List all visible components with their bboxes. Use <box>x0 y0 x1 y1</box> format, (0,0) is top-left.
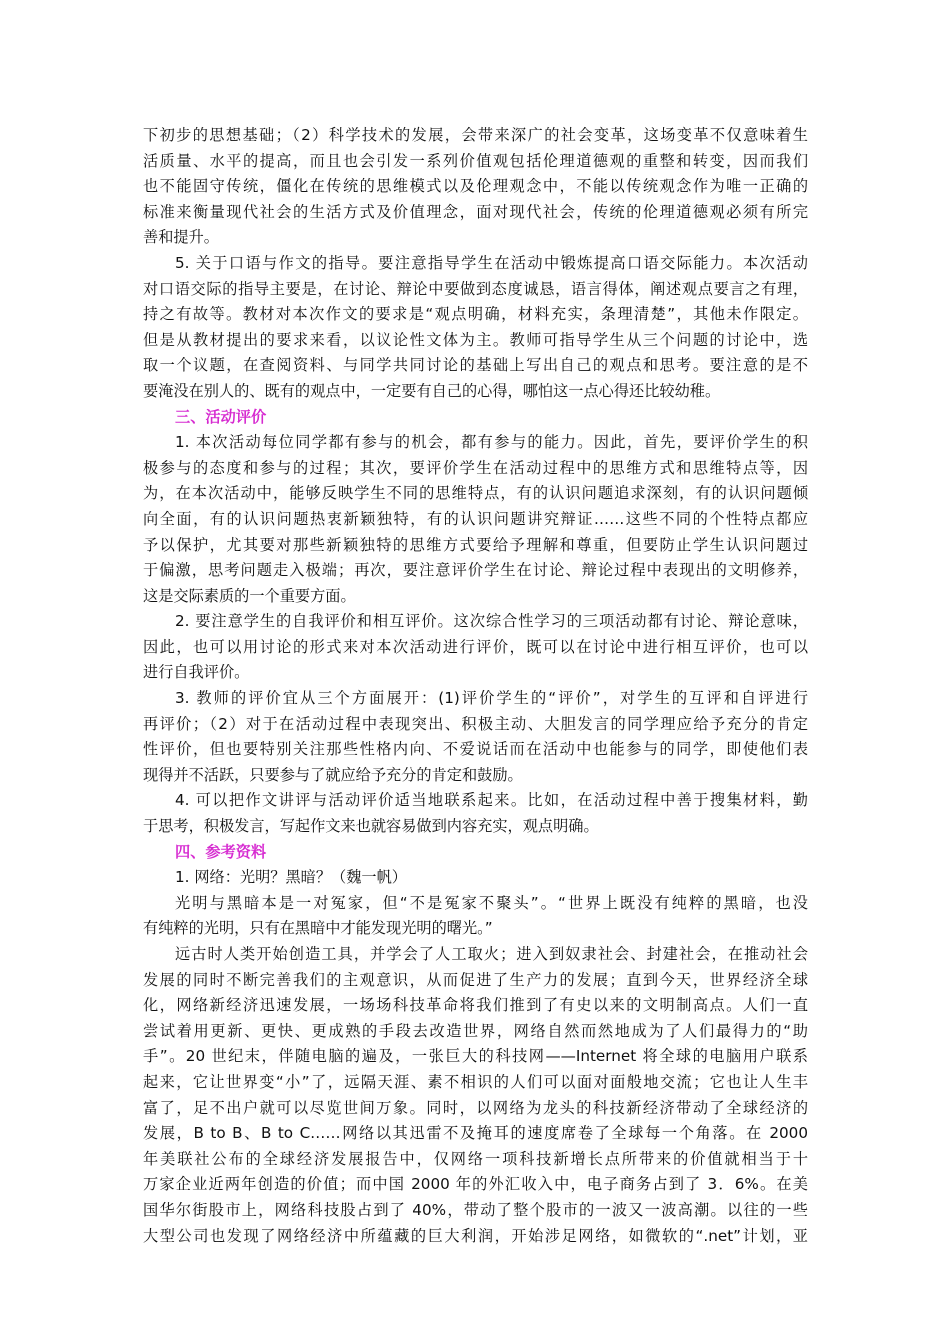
text-line: 对口语交际的指导主要是，在讨论、辩论中要做到态度诚恳，语言得体，阐述观点要言之有理， <box>143 279 808 298</box>
text-line: 大型公司也发现了网络经济中所蕴藏的巨大利润，开始涉足网络，如微软的“.net”计划，亚 <box>143 1226 808 1245</box>
text-line: 起来，它让世界变“小”了，远隔天涯、素不相识的人们可以面对面般地交流；它也让人生丰 <box>143 1072 808 1091</box>
text-line: 为，在本次活动中，能够反映学生不同的思维特点，有的认识问题追求深刻，有的认识问题倾 <box>143 484 808 503</box>
text-line: 4. 可以把作文讲评与活动评价适当地联系起来。比如，在活动过程中善于搜集材料，勤 <box>175 791 808 810</box>
text-line: 发展，B to B、B to C……网络以其迅雷不及掩耳的速度席卷了全球每一个角落。在 2000 <box>143 1124 808 1143</box>
text-line: 光明与黑暗本是一对冤家，但“不是冤家不聚头”。“世界上既没有纯粹的黑暗，也没 <box>175 893 808 912</box>
text-line: 极参与的态度和参与的过程；其次，要评价学生在活动过程中的思维方式和思维特点等，因 <box>143 458 808 477</box>
paragraph <box>143 788 808 839</box>
text-line: 有纯粹的光明，只有在黑暗中才能发现光明的曙光。” <box>143 919 493 938</box>
text-line: 但是从教材提出的要求来看，以议论性文体为主。教师可指导学生从三个问题的讨论中，选 <box>143 330 808 349</box>
text-line: 国华尔街股市上，网络科技股占到了 40%，带动了整个股市的一波又一波高潮。以往的一些 <box>143 1200 808 1219</box>
text-line: 于思考，积极发言，写起作文来也就容易做到内容充实，观点明确。 <box>143 817 599 836</box>
text-line: 性评价，但也要特别关注那些性格内向、不爱说话而在活动中也能参与的同学，即使他们表 <box>143 740 808 759</box>
text-line: 下初步的思想基础；（2）科学技术的发展，会带来深广的社会变革，这场变革不仅意味着生 <box>143 126 808 144</box>
text-line: 予以保护，尤其要对那些新颖独特的思维方式要给予理解和尊重，但要防止学生认识问题过 <box>143 535 808 554</box>
paragraph <box>143 891 808 942</box>
text-line: 富了，足不出户就可以尽览世间万象。同时，以网络为龙头的科技新经济带动了全球经济的 <box>143 1098 808 1117</box>
text-line: 取一个议题，在查阅资料、与同学共同讨论的基础上写出自己的观点和思考。要注意的是不 <box>143 356 808 375</box>
text-line: 尝试着用更新、更快、更成熟的手段去改造世界，网络自然而然地成为了人们最得力的“助 <box>143 1021 808 1040</box>
text-line: 于偏激，思考问题走入极端；再次，要注意评价学生在讨论、辩论过程中表现出的文明修养， <box>143 561 808 580</box>
text-line: 要淹没在别人的、既有的观点中，一定要有自己的心得，哪怕这一点心得还比较幼稚。 <box>143 381 721 400</box>
text-line: 向全面，有的认识问题热衷新颖独特，有的认识问题讲究辩证……这些不同的个性特点都应 <box>143 509 808 528</box>
text-line: 万家企业近两年创造的价值；而中国 2000 年的外汇收入中，电子商务占到了 3．6%。在美 <box>143 1175 808 1194</box>
text-line: 化，网络新经济迅速发展，一场场科技革命将我们推到了有史以来的文明制高点。人们一直 <box>143 996 808 1015</box>
text-line: 现得并不活跃，只要参与了就应给予充分的肯定和鼓励。 <box>143 765 523 784</box>
section-heading: 四、参考资料 <box>175 842 267 861</box>
document-page <box>143 123 808 1249</box>
paragraph <box>143 123 808 251</box>
text-line: 手”。20 世纪末，伴随电脑的遍及，一张巨大的科技网——Internet 将全球的电脑用户联系 <box>143 1047 808 1066</box>
text-line: 2. 要注意学生的自我评价和相互评价。这次综合性学习的三项活动都有讨论、辩论意味， <box>175 612 808 631</box>
text-line: 1. 网络：光明？黑暗？（魏一帆） <box>175 868 407 887</box>
text-line: 年美联社公布的全球经济发展报告中，仅网络一项科技新增长点所带来的价值就相当于十 <box>143 1149 808 1168</box>
text-line: 3. 教师的评价宜从三个方面展开：(1)评价学生的“评价”，对学生的互评和自评进行 <box>175 689 808 708</box>
text-line: 远古时人类开始创造工具，并学会了人工取火；进入到奴隶社会、封建社会，在推动社会 <box>175 945 808 963</box>
text-line: 标准来衡量现代社会的生活方式及价值理念，面对现代社会，传统的伦理道德观必须有所完 <box>143 202 808 221</box>
text-line: 这是交际素质的一个重要方面。 <box>143 586 356 605</box>
text-line: 1. 本次活动每位同学都有参与的机会，都有参与的能力。因此，首先，要评价学生的积 <box>175 433 808 452</box>
text-line: 活质量、水平的提高，而且也会引发一系列价值观包括伦理道德观的重整和转变，因而我们 <box>143 151 808 170</box>
paragraph <box>143 686 808 788</box>
text-line: 再评价；（2）对于在活动过程中表现突出、积极主动、大胆发言的同学理应给予充分的肯定 <box>143 714 808 733</box>
paragraph <box>143 251 808 405</box>
paragraph <box>143 430 808 609</box>
text-line: 善和提升。 <box>143 228 219 247</box>
paragraph <box>143 942 808 1249</box>
text-line: 因此，也可以用讨论的形式来对本次活动进行评价，既可以在讨论中进行相互评价，也可以 <box>143 637 808 656</box>
text-line: 也不能固守传统，僵化在传统的思维模式以及伦理观念中，不能以传统观念作为唯一正确的 <box>143 177 808 196</box>
text-line: 进行自我评价。 <box>143 663 250 682</box>
text-line: 持之有故等。教材对本次作文的要求是“观点明确，材料充实，条理清楚”，其他未作限定。 <box>143 305 808 324</box>
text-line: 发展的同时不断完善我们的主观意识，从而促进了生产力的发展；直到今天，世界经济全球 <box>143 970 808 989</box>
text-line: 5. 关于口语与作文的指导。要注意指导学生在活动中锻炼提高口语交际能力。本次活动 <box>175 253 808 272</box>
section-heading: 三、活动评价 <box>175 407 267 426</box>
paragraph <box>143 609 808 686</box>
paragraph <box>143 865 808 891</box>
